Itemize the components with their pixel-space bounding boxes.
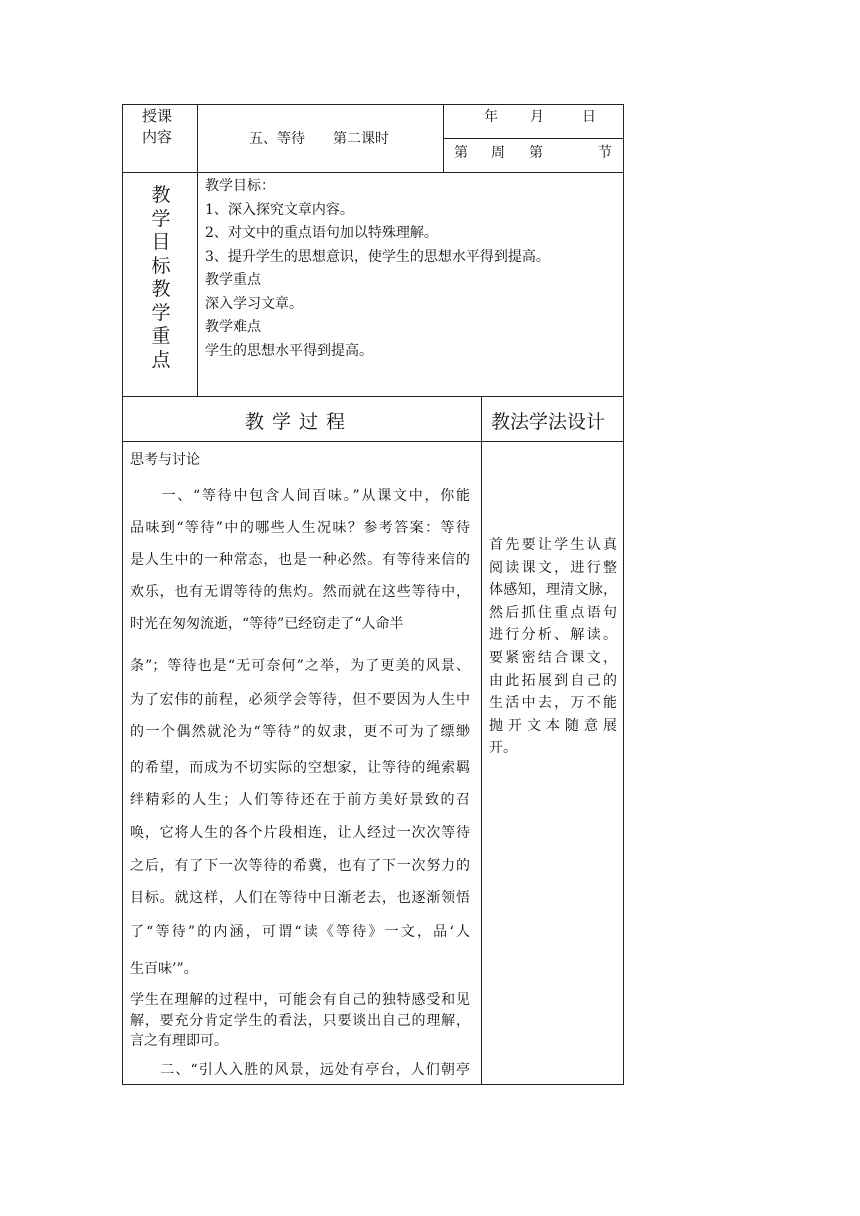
process-line: 为了宏伟的前程，必须学会等待，但不要因为人生中 — [130, 692, 470, 708]
discussion-intro: 思考与讨论 — [130, 452, 200, 468]
note-line: 阅读课文，进行整 — [489, 559, 617, 576]
date-day-label: 日 — [582, 109, 596, 125]
note-line: 要紧密结合课文， — [489, 649, 617, 666]
lesson-content-label: 授课 内容 — [142, 107, 173, 146]
process-line: 品味到“等待”中的哪些人生况味？参考答案：等待 — [130, 520, 470, 536]
process-line: 的一个偶然就沦为“等待”的奴隶，更不可为了缥缈 — [130, 724, 470, 740]
week-di-label: 第 — [454, 145, 468, 161]
objectives-line: 2、对文中的重点语句加以特殊理解。 — [205, 225, 438, 241]
period-di-label: 第 — [529, 145, 543, 161]
process-line: 的希望，而成为不切实际的空想家，让等待的绳索羁 — [130, 760, 470, 776]
note-line: 生活中去，万不能 — [489, 695, 617, 712]
objectives-text — [205, 175, 550, 363]
process-line: 之后，有了下一次等待的希冀，也有了下一次努力的 — [130, 858, 470, 874]
process-line: 目标。就这样，人们在等待中日渐老去，也逐渐领悟 — [130, 890, 470, 906]
period-jie-label: 节 — [598, 145, 612, 161]
objectives-line: 深入学习文章。 — [205, 295, 303, 312]
process-line: 绊精彩的人生；人们等待还在于前方美好景致的召 — [130, 792, 470, 808]
process-paragraph-3: 二、“引人入胜的风景，远处有亭台，人们朝亭 — [130, 1062, 470, 1078]
process-line: 时光在匆匆流逝，“等待”已经窃走了“人命半 — [130, 616, 404, 632]
objectives-line: 教学目标： — [205, 178, 275, 194]
lesson-topic: 五、等待 — [249, 131, 305, 147]
note-line: 体感知，理清文脉， — [489, 582, 617, 599]
method-design-note — [489, 534, 617, 760]
date-month-label: 月 — [530, 109, 544, 125]
teaching-process-heading: 教学过程 — [245, 411, 354, 433]
objectives-line: 教学重点 — [205, 272, 261, 288]
date-year-label: 年 — [484, 109, 498, 125]
note-line: 抛开文本随意展 — [489, 717, 617, 734]
week-zhou-label: 周 — [491, 145, 505, 161]
process-line: 条”；等待也是“无可奈何”之举，为了更美的风景、 — [130, 658, 470, 674]
process-line: 了“等待”的内涵，可谓“读《等待》一文，品‘人 — [130, 924, 470, 940]
objectives-line: 1、深入探究文章内容。 — [205, 201, 354, 218]
process-line: 欢乐，也有无谓等待的焦灼。然而就在这些等待中， — [130, 584, 470, 600]
note-line: 由此拓展到自己的 — [489, 672, 617, 689]
lesson-session: 第二课时 — [333, 131, 389, 147]
objectives-line: 3、提升学生的思想意识，使学生的思想水平得到提高。 — [205, 248, 550, 265]
objectives-line: 教学难点 — [205, 319, 261, 335]
note-line: 开。 — [489, 740, 517, 757]
objectives-line: 学生的思想水平得到提高。 — [205, 342, 373, 359]
process-line: 生百味’”。 — [130, 961, 198, 977]
method-design-heading: 教法学法设计 — [491, 411, 606, 433]
process-line: 解，要充分肯定学生的看法，只要谈出自己的理解， — [130, 1013, 470, 1029]
note-line: 首先要让学生认真 — [489, 537, 617, 553]
process-line: 唤，它将人生的各个片段相连，让人经过一次次等待 — [130, 825, 470, 841]
note-line: 进行分析、解读。 — [489, 627, 617, 644]
objectives-side-label: 教 学 目 标 教 学 重 点 — [151, 184, 171, 371]
process-line: 是人生中的一种常态，也是一种必然。有等待来信的 — [130, 552, 470, 568]
process-line: 学生在理解的过程中，可能会有自己的独特感受和见 — [130, 992, 470, 1008]
note-line: 然后抓住重点语句 — [489, 604, 617, 621]
process-line: 一、“等待中包含人间百味。”从课文中，你能 — [130, 488, 470, 504]
process-line: 言之有理即可。 — [130, 1033, 228, 1049]
